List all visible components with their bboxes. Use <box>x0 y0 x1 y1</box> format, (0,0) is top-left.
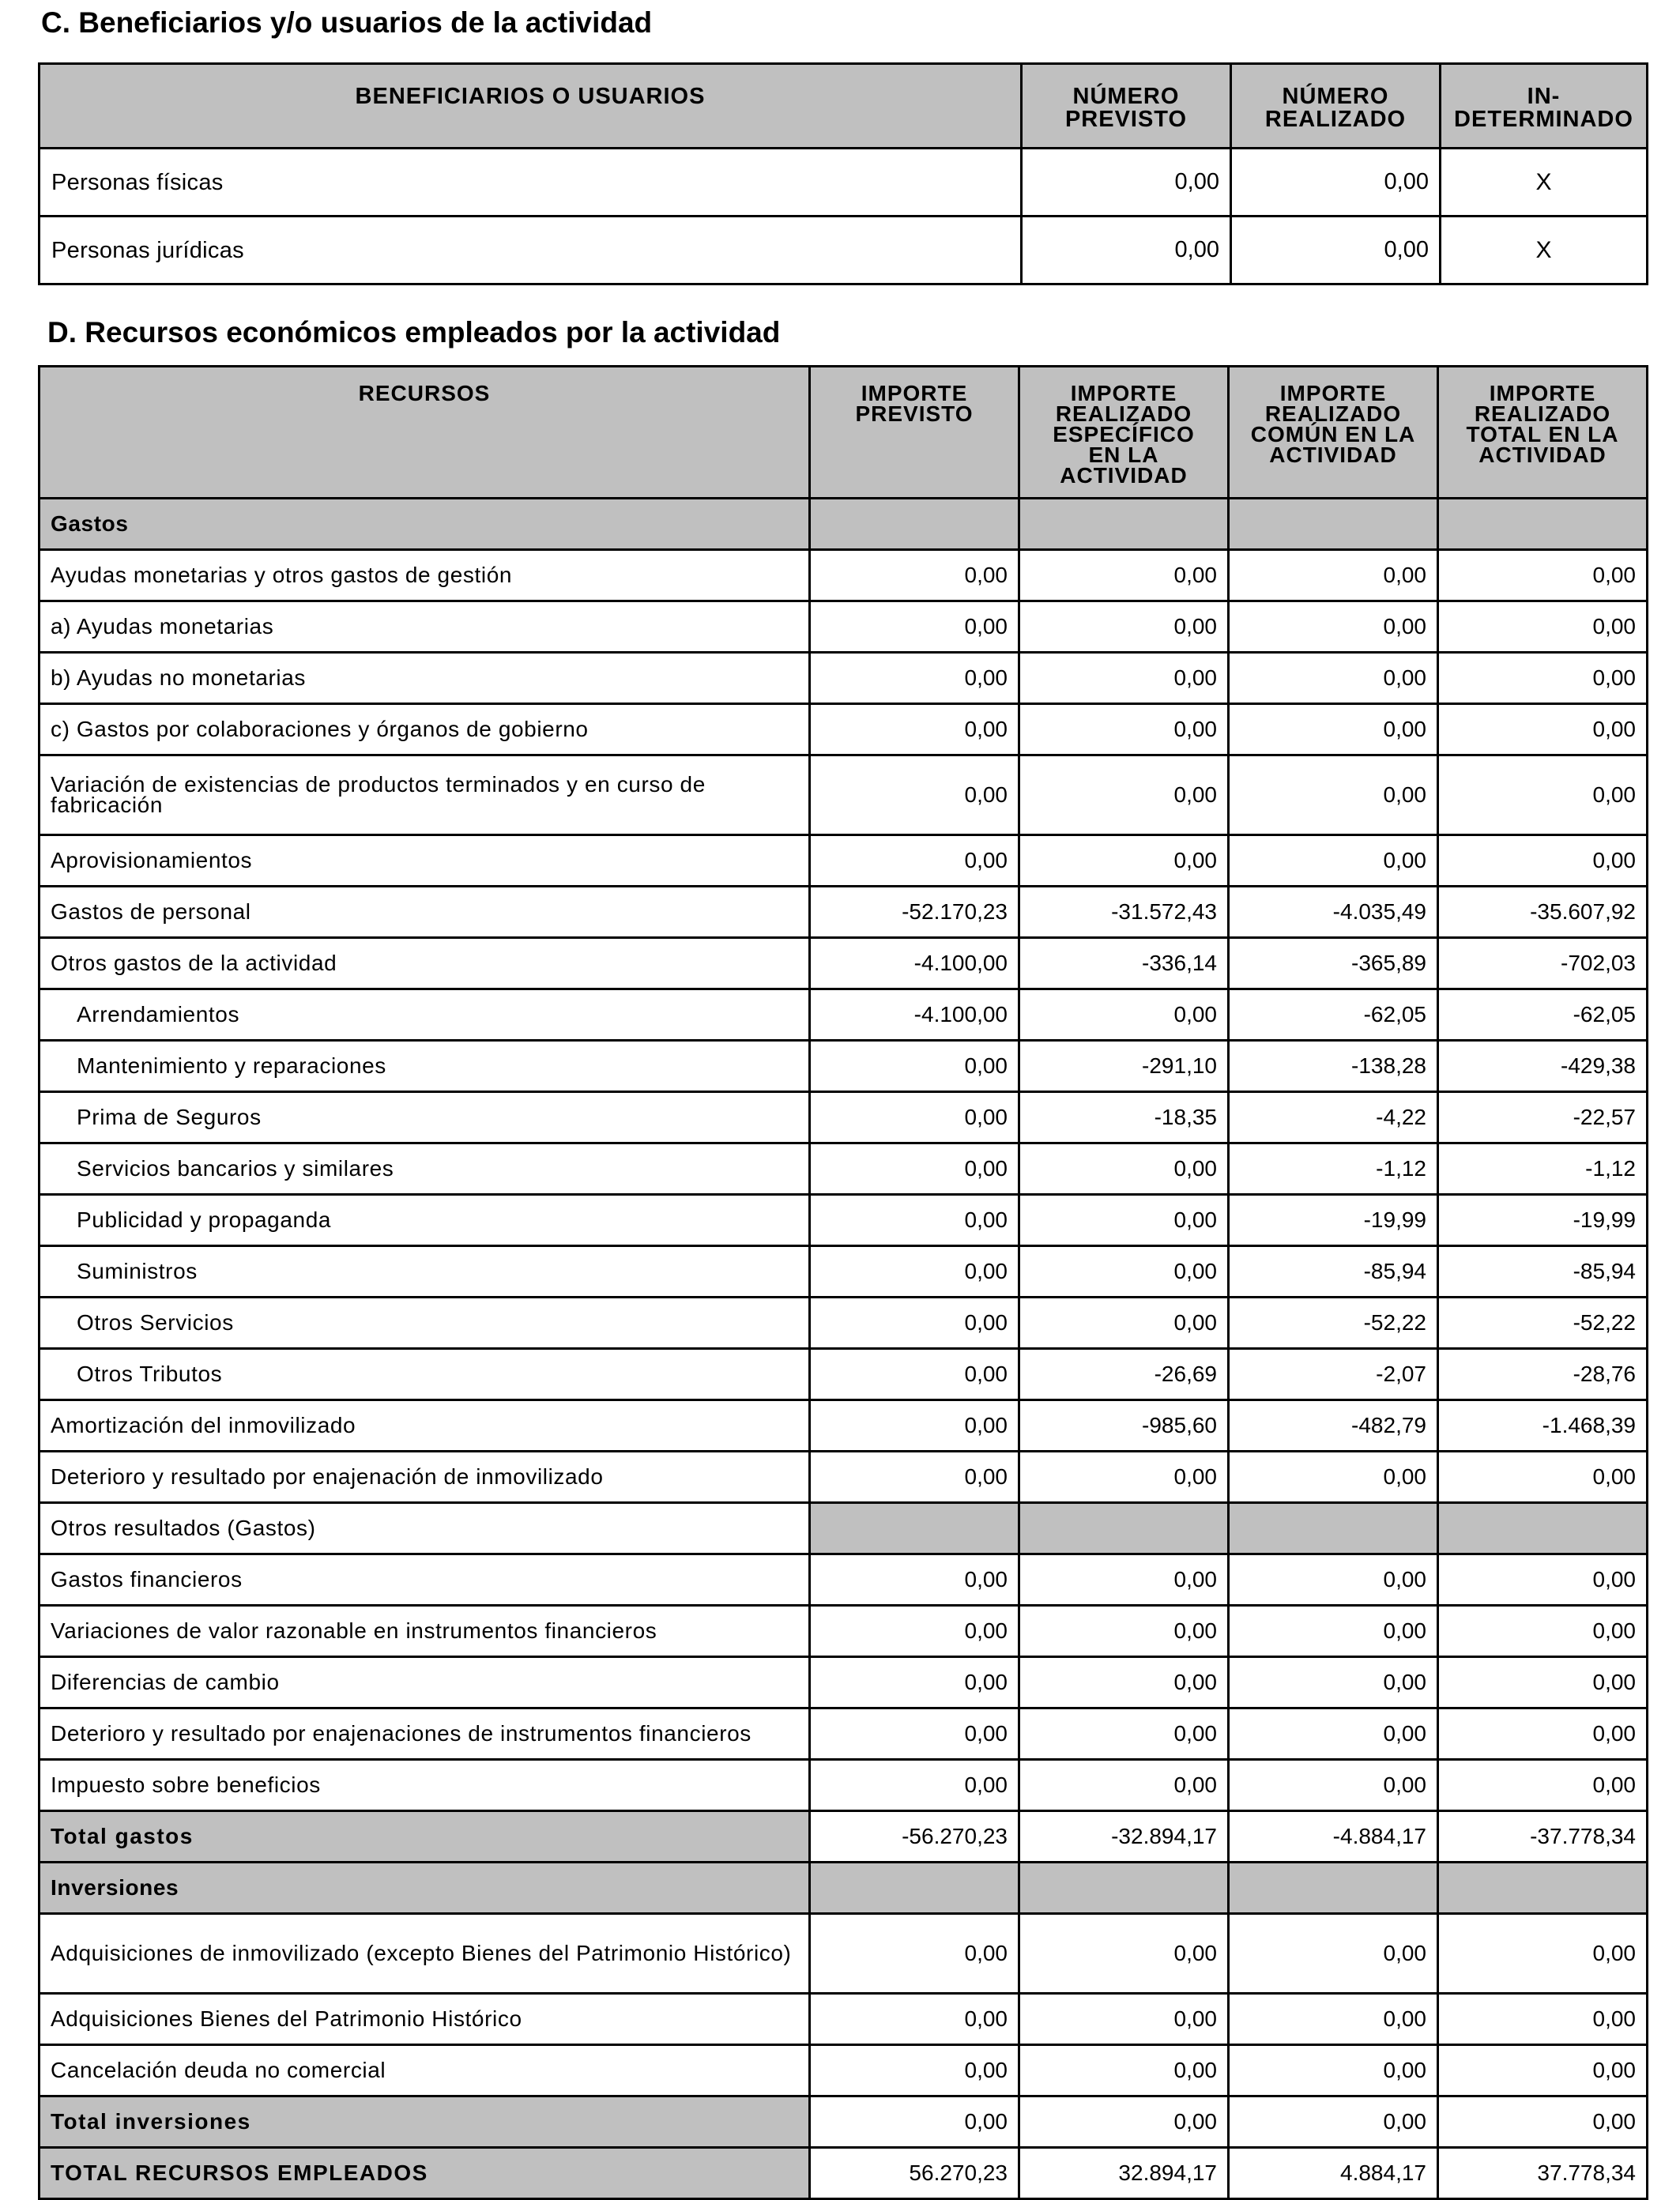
resource-row <box>40 1554 1648 1606</box>
resource-row <box>40 1760 1648 1811</box>
importe-total-value: 0,00 <box>1438 1760 1648 1811</box>
importe-comun-value: 0,00 <box>1229 755 1438 835</box>
importe-previsto-value: 0,00 <box>810 1349 1019 1400</box>
importe-especifico-value: -26,69 <box>1019 1349 1229 1400</box>
importe-total-value: 0,00 <box>1438 755 1648 835</box>
importe-especifico-value: 0,00 <box>1019 1298 1229 1349</box>
importe-previsto-value: 0,00 <box>810 1606 1019 1657</box>
resource-row <box>40 1503 1648 1554</box>
header-beneficiarios <box>40 64 1022 149</box>
resource-row <box>40 835 1648 887</box>
total-row <box>40 2148 1648 2199</box>
importe-comun-value <box>1229 1863 1438 1914</box>
importe-especifico-value: 0,00 <box>1019 1452 1229 1503</box>
importe-previsto-value: 0,00 <box>810 1092 1019 1143</box>
importe-especifico-value: 0,00 <box>1019 1760 1229 1811</box>
header-line: PREVISTO <box>855 401 974 426</box>
resource-label: Prima de Seguros <box>40 1092 810 1143</box>
resource-label: Aprovisionamientos <box>40 835 810 887</box>
resources-table <box>38 365 1648 2200</box>
importe-total-value: 0,00 <box>1438 704 1648 755</box>
header-line: TOTAL EN LA <box>1466 422 1619 446</box>
importe-total-value: 37.778,34 <box>1438 2148 1648 2199</box>
resource-label: Otros Servicios <box>40 1298 810 1349</box>
importe-previsto-value: 0,00 <box>810 755 1019 835</box>
importe-comun-value: -2,07 <box>1229 1349 1438 1400</box>
resource-row <box>40 887 1648 938</box>
resource-row <box>40 1914 1648 1994</box>
importe-especifico-value: -985,60 <box>1019 1400 1229 1452</box>
importe-comun-value <box>1229 499 1438 550</box>
importe-comun-value <box>1229 1503 1438 1554</box>
importe-total-value: -1,12 <box>1438 1143 1648 1195</box>
importe-total-value: -52,22 <box>1438 1298 1648 1349</box>
importe-especifico-value: 0,00 <box>1019 653 1229 704</box>
resource-label: Amortización del inmovilizado <box>40 1400 810 1452</box>
importe-especifico-value: 0,00 <box>1019 2045 1229 2096</box>
header-line: IMPORTE <box>1070 381 1177 405</box>
importe-comun-value: 0,00 <box>1229 1657 1438 1708</box>
resource-label: Total inversiones <box>40 2096 810 2148</box>
header-line: ACTIVIDAD <box>1269 443 1397 467</box>
resource-row <box>40 1298 1648 1349</box>
importe-previsto-value: 0,00 <box>810 653 1019 704</box>
importe-total-value: 0,00 <box>1438 1606 1648 1657</box>
resource-label: Adquisiciones de inmovilizado (excepto Bienes del Patrimonio Histórico) <box>40 1914 810 1994</box>
beneficiaries-table <box>38 62 1648 285</box>
header-line: RECURSOS <box>358 381 491 405</box>
resource-row <box>40 989 1648 1041</box>
resource-label: Arrendamientos <box>40 989 810 1041</box>
header-line: REALIZADO <box>1264 107 1407 132</box>
header-numero-realizado <box>1231 64 1441 149</box>
resource-row <box>40 1092 1648 1143</box>
resource-label: Inversiones <box>40 1863 810 1914</box>
importe-previsto-value: -4.100,00 <box>810 938 1019 989</box>
importe-comun-value: -62,05 <box>1229 989 1438 1041</box>
importe-comun-value: 0,00 <box>1229 1554 1438 1606</box>
importe-previsto-value <box>810 499 1019 550</box>
importe-total-value: 0,00 <box>1438 1994 1648 2045</box>
header-importe-realizado-especifico <box>1019 367 1229 499</box>
resource-label: Gastos <box>40 499 810 550</box>
header-line: ESPECÍFICO <box>1053 422 1195 446</box>
beneficiaries-header-row <box>40 64 1648 149</box>
resource-label: Cancelación deuda no comercial <box>40 2045 810 2096</box>
resource-label: Publicidad y propaganda <box>40 1195 810 1246</box>
resource-label: Deterioro y resultado por enajenación de inmovilizado <box>40 1452 810 1503</box>
importe-especifico-value <box>1019 1863 1229 1914</box>
resource-label: Otros resultados (Gastos) <box>40 1503 810 1554</box>
importe-previsto-value: 0,00 <box>810 1041 1019 1092</box>
importe-previsto-value: 0,00 <box>810 1452 1019 1503</box>
importe-previsto-value: 0,00 <box>810 1195 1019 1246</box>
importe-comun-value: 0,00 <box>1229 835 1438 887</box>
importe-comun-value: 0,00 <box>1229 1708 1438 1760</box>
resource-row <box>40 1994 1648 2045</box>
numero-previsto-value: 0,00 <box>1022 217 1231 284</box>
resource-row <box>40 550 1648 601</box>
importe-previsto-value: 0,00 <box>810 835 1019 887</box>
importe-total-value: 0,00 <box>1438 1657 1648 1708</box>
importe-comun-value: -19,99 <box>1229 1195 1438 1246</box>
importe-comun-value: 0,00 <box>1229 1994 1438 2045</box>
importe-total-value: -62,05 <box>1438 989 1648 1041</box>
importe-comun-value: -138,28 <box>1229 1041 1438 1092</box>
importe-especifico-value: 0,00 <box>1019 1994 1229 2045</box>
importe-total-value: 0,00 <box>1438 1708 1648 1760</box>
importe-total-value: -35.607,92 <box>1438 887 1648 938</box>
category-row <box>40 499 1648 550</box>
header-line: NÚMERO <box>1282 84 1389 109</box>
importe-total-value: 0,00 <box>1438 1452 1648 1503</box>
importe-comun-value: 0,00 <box>1229 2096 1438 2148</box>
resource-row <box>40 938 1648 989</box>
importe-comun-value: -85,94 <box>1229 1246 1438 1298</box>
importe-previsto-value: -52.170,23 <box>810 887 1019 938</box>
importe-total-value <box>1438 1863 1648 1914</box>
resource-label: Diferencias de cambio <box>40 1657 810 1708</box>
importe-previsto-value: 0,00 <box>810 1914 1019 1994</box>
importe-total-value: -28,76 <box>1438 1349 1648 1400</box>
resource-label: Total gastos <box>40 1811 810 1863</box>
importe-especifico-value: 0,00 <box>1019 1914 1229 1994</box>
importe-total-value: 0,00 <box>1438 1914 1648 1994</box>
resource-label: Deterioro y resultado por enajenaciones de instrumentos financieros <box>40 1708 810 1760</box>
resource-row <box>40 653 1648 704</box>
importe-total-value: -37.778,34 <box>1438 1811 1648 1863</box>
importe-especifico-value: 0,00 <box>1019 704 1229 755</box>
resource-row <box>40 1657 1648 1708</box>
resource-label: Mantenimiento y reparaciones <box>40 1041 810 1092</box>
importe-previsto-value: 0,00 <box>810 1708 1019 1760</box>
importe-especifico-value: 0,00 <box>1019 550 1229 601</box>
importe-especifico-value: 0,00 <box>1019 1708 1229 1760</box>
resource-label: b) Ayudas no monetarias <box>40 653 810 704</box>
importe-previsto-value: -4.100,00 <box>810 989 1019 1041</box>
resource-label: Gastos de personal <box>40 887 810 938</box>
resource-label: c) Gastos por colaboraciones y órganos de gobierno <box>40 704 810 755</box>
importe-especifico-value: 0,00 <box>1019 989 1229 1041</box>
importe-especifico-value <box>1019 1503 1229 1554</box>
beneficiary-label: Personas jurídicas <box>40 217 1022 284</box>
importe-comun-value: 0,00 <box>1229 1452 1438 1503</box>
header-line: IN- <box>1527 84 1561 109</box>
header-indeterminado <box>1441 64 1648 149</box>
importe-total-value: -19,99 <box>1438 1195 1648 1246</box>
importe-comun-value: 0,00 <box>1229 550 1438 601</box>
importe-previsto-value: 0,00 <box>810 2096 1019 2148</box>
importe-total-value: 0,00 <box>1438 2096 1648 2148</box>
resource-label: Otros gastos de la actividad <box>40 938 810 989</box>
importe-especifico-value: 0,00 <box>1019 835 1229 887</box>
importe-especifico-value: -18,35 <box>1019 1092 1229 1143</box>
importe-previsto-value <box>810 1863 1019 1914</box>
resource-row <box>40 755 1648 835</box>
importe-total-value: 0,00 <box>1438 835 1648 887</box>
importe-especifico-value: 0,00 <box>1019 2096 1229 2148</box>
importe-total-value: -22,57 <box>1438 1092 1648 1143</box>
importe-especifico-value: 0,00 <box>1019 1554 1229 1606</box>
header-line: REALIZADO <box>1264 401 1402 426</box>
section-d-title: D. Recursos económicos empleados por la actividad <box>47 316 781 348</box>
importe-total-value <box>1438 499 1648 550</box>
resource-row <box>40 1452 1648 1503</box>
importe-especifico-value: 0,00 <box>1019 1657 1229 1708</box>
importe-comun-value: 0,00 <box>1229 704 1438 755</box>
importe-previsto-value: 0,00 <box>810 1400 1019 1452</box>
numero-realizado-value: 0,00 <box>1231 149 1441 217</box>
importe-total-value: 0,00 <box>1438 550 1648 601</box>
importe-comun-value: 0,00 <box>1229 601 1438 653</box>
header-line: IMPORTE <box>1279 381 1387 405</box>
beneficiary-row <box>40 149 1648 217</box>
importe-especifico-value: 0,00 <box>1019 601 1229 653</box>
section-c-title: C. Beneficiarios y/o usuarios de la actividad <box>41 6 653 39</box>
header-recursos <box>40 367 810 499</box>
importe-previsto-value: 0,00 <box>810 1554 1019 1606</box>
header-line: REALIZADO <box>1474 401 1611 426</box>
beneficiary-label: Personas físicas <box>40 149 1022 217</box>
header-line: EN LA <box>1088 443 1159 467</box>
importe-especifico-value: 0,00 <box>1019 1143 1229 1195</box>
resource-row <box>40 1400 1648 1452</box>
resource-label: Adquisiciones Bienes del Patrimonio Histórico <box>40 1994 810 2045</box>
beneficiary-row <box>40 217 1648 284</box>
resource-label: Otros Tributos <box>40 1349 810 1400</box>
importe-comun-value: -482,79 <box>1229 1400 1438 1452</box>
importe-comun-value: -4.035,49 <box>1229 887 1438 938</box>
header-line: REALIZADO <box>1055 401 1192 426</box>
resource-label: TOTAL RECURSOS EMPLEADOS <box>40 2148 810 2199</box>
importe-especifico-value: 0,00 <box>1019 1246 1229 1298</box>
importe-comun-value: 0,00 <box>1229 653 1438 704</box>
importe-total-value: -429,38 <box>1438 1041 1648 1092</box>
category-row <box>40 1863 1648 1914</box>
importe-comun-value: -52,22 <box>1229 1298 1438 1349</box>
header-importe-realizado-comun <box>1229 367 1438 499</box>
resource-row <box>40 1195 1648 1246</box>
importe-comun-value: 0,00 <box>1229 2045 1438 2096</box>
header-importe-previsto <box>810 367 1019 499</box>
importe-previsto-value: 0,00 <box>810 1246 1019 1298</box>
indeterminado-mark: X <box>1441 217 1648 284</box>
header-line: ACTIVIDAD <box>1060 463 1188 488</box>
resource-label: Variaciones de valor razonable en instrumentos financieros <box>40 1606 810 1657</box>
resource-row <box>40 1606 1648 1657</box>
resource-label: Impuesto sobre beneficios <box>40 1760 810 1811</box>
header-line: IMPORTE <box>1489 381 1596 405</box>
importe-especifico-value: -291,10 <box>1019 1041 1229 1092</box>
resource-row <box>40 1143 1648 1195</box>
importe-previsto-value: 56.270,23 <box>810 2148 1019 2199</box>
importe-previsto-value: 0,00 <box>810 1760 1019 1811</box>
header-line: IMPORTE <box>861 381 968 405</box>
importe-comun-value: -1,12 <box>1229 1143 1438 1195</box>
importe-comun-value: 0,00 <box>1229 1760 1438 1811</box>
resource-row <box>40 1708 1648 1760</box>
header-line: NÚMERO <box>1072 84 1180 109</box>
importe-comun-value: -365,89 <box>1229 938 1438 989</box>
importe-comun-value: 0,00 <box>1229 1606 1438 1657</box>
resource-row <box>40 704 1648 755</box>
importe-previsto-value: 0,00 <box>810 1994 1019 2045</box>
importe-previsto-value: 0,00 <box>810 704 1019 755</box>
importe-comun-value: 0,00 <box>1229 1914 1438 1994</box>
importe-especifico-value: 32.894,17 <box>1019 2148 1229 2199</box>
resources-header-row <box>40 367 1648 499</box>
resource-label: Gastos financieros <box>40 1554 810 1606</box>
importe-total-value: 0,00 <box>1438 601 1648 653</box>
importe-especifico-value: -32.894,17 <box>1019 1811 1229 1863</box>
resource-label: Variación de existencias de productos terminados y en curso de fabricación <box>40 755 810 835</box>
numero-realizado-value: 0,00 <box>1231 217 1441 284</box>
header-line: BENEFICIARIOS O USUARIOS <box>355 84 706 109</box>
importe-comun-value: 4.884,17 <box>1229 2148 1438 2199</box>
importe-total-value: 0,00 <box>1438 2045 1648 2096</box>
importe-comun-value: -4.884,17 <box>1229 1811 1438 1863</box>
resource-row <box>40 1246 1648 1298</box>
numero-previsto-value: 0,00 <box>1022 149 1231 217</box>
importe-total-value: -85,94 <box>1438 1246 1648 1298</box>
importe-especifico-value: -31.572,43 <box>1019 887 1229 938</box>
importe-previsto-value <box>810 1503 1019 1554</box>
resource-label: a) Ayudas monetarias <box>40 601 810 653</box>
resource-label: Suministros <box>40 1246 810 1298</box>
importe-especifico-value: -336,14 <box>1019 938 1229 989</box>
resource-label: Ayudas monetarias y otros gastos de gestión <box>40 550 810 601</box>
header-line: COMÚN EN LA <box>1250 422 1416 446</box>
header-line: PREVISTO <box>1064 107 1188 132</box>
importe-previsto-value: 0,00 <box>810 601 1019 653</box>
importe-previsto-value: -56.270,23 <box>810 1811 1019 1863</box>
importe-previsto-value: 0,00 <box>810 550 1019 601</box>
importe-previsto-value: 0,00 <box>810 1657 1019 1708</box>
importe-total-value: 0,00 <box>1438 653 1648 704</box>
importe-previsto-value: 0,00 <box>810 1298 1019 1349</box>
resource-row <box>40 2045 1648 2096</box>
indeterminado-mark: X <box>1441 149 1648 217</box>
importe-previsto-value: 0,00 <box>810 1143 1019 1195</box>
importe-especifico-value: 0,00 <box>1019 755 1229 835</box>
header-line: DETERMINADO <box>1454 107 1633 132</box>
total-row <box>40 1811 1648 1863</box>
resource-row <box>40 1349 1648 1400</box>
importe-total-value: -702,03 <box>1438 938 1648 989</box>
importe-especifico-value: 0,00 <box>1019 1606 1229 1657</box>
header-importe-realizado-total <box>1438 367 1648 499</box>
importe-total-value <box>1438 1503 1648 1554</box>
resource-row <box>40 601 1648 653</box>
total-row <box>40 2096 1648 2148</box>
importe-especifico-value: 0,00 <box>1019 1195 1229 1246</box>
header-line: ACTIVIDAD <box>1478 443 1607 467</box>
resource-row <box>40 1041 1648 1092</box>
importe-previsto-value: 0,00 <box>810 2045 1019 2096</box>
importe-total-value: -1.468,39 <box>1438 1400 1648 1452</box>
importe-comun-value: -4,22 <box>1229 1092 1438 1143</box>
importe-total-value: 0,00 <box>1438 1554 1648 1606</box>
resource-label: Servicios bancarios y similares <box>40 1143 810 1195</box>
header-numero-previsto <box>1022 64 1231 149</box>
importe-especifico-value <box>1019 499 1229 550</box>
